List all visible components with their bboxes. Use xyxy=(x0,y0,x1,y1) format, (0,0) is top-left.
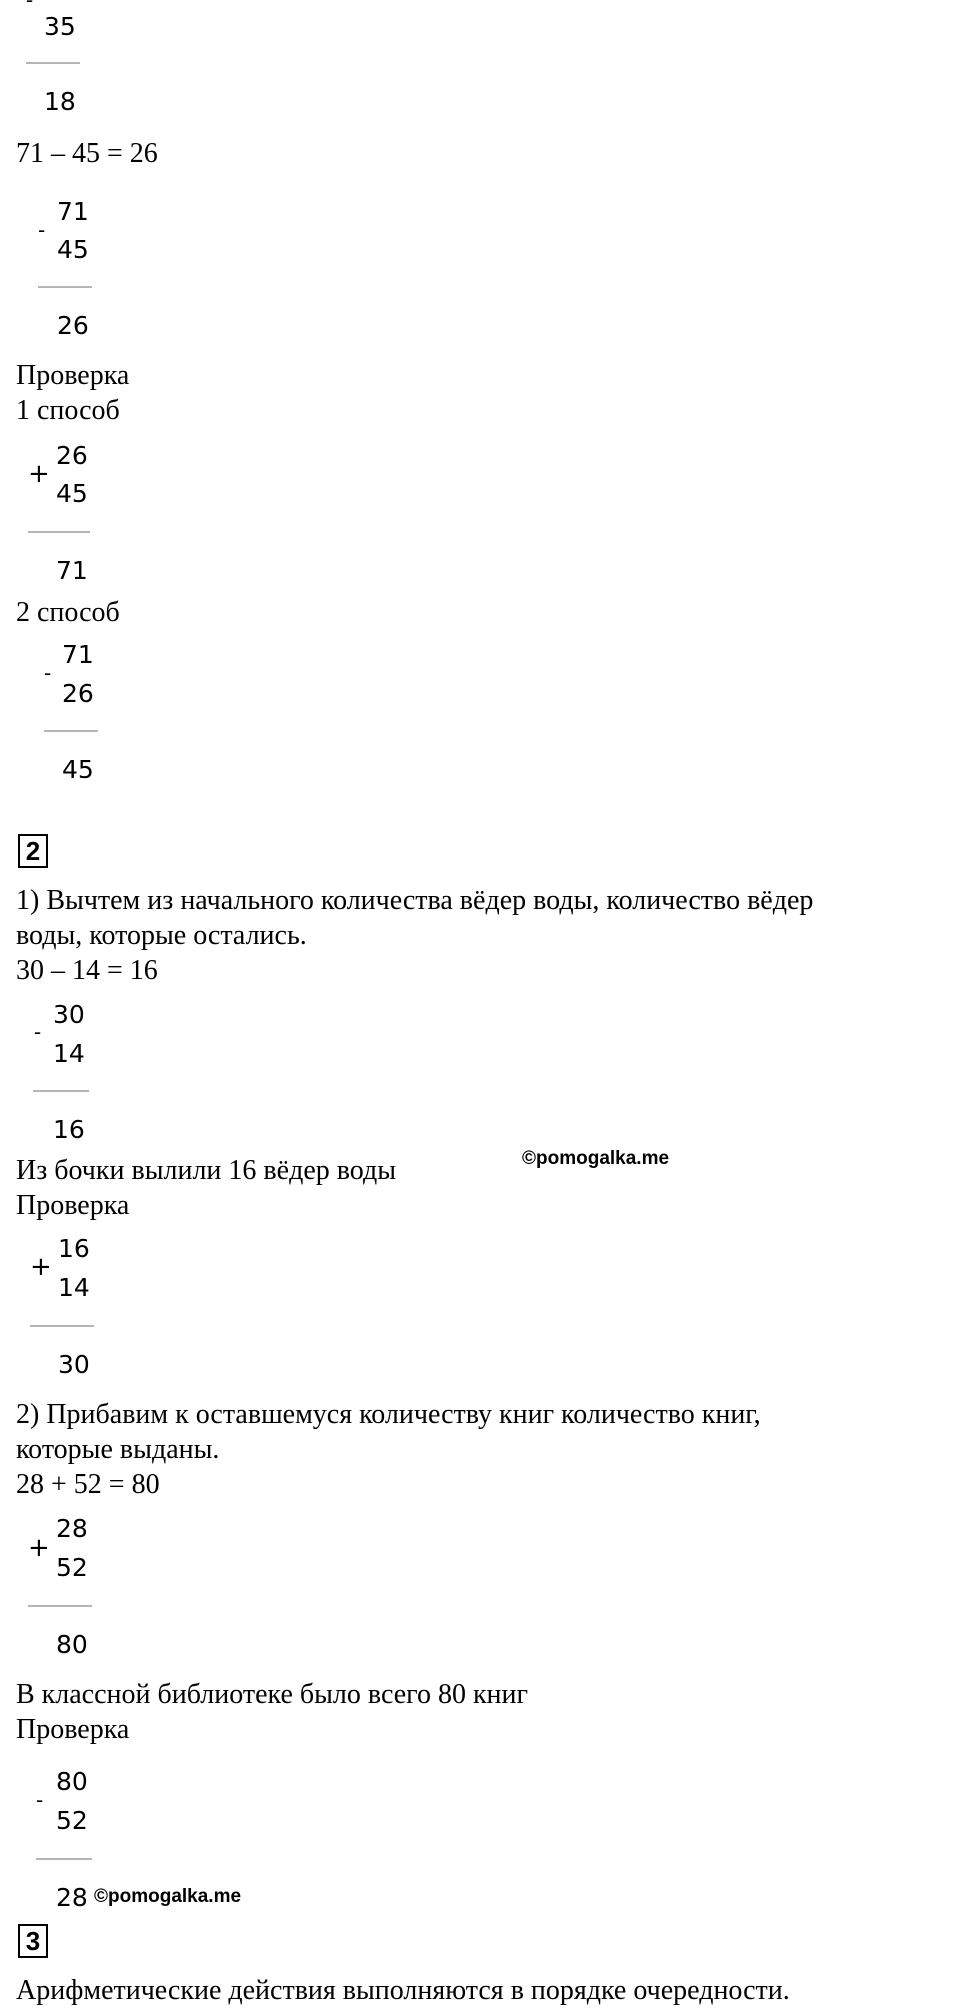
result: 80 xyxy=(56,1630,88,1659)
subtrahend: 52 xyxy=(56,1806,88,1835)
step-2-line-2: которые выданы. xyxy=(16,1434,220,1465)
minus-sign: - xyxy=(38,218,46,242)
minuend: 80 xyxy=(56,1767,88,1796)
result: 18 xyxy=(44,87,76,116)
plus-sign: + xyxy=(28,459,50,489)
minus-sign: - xyxy=(34,1020,42,1044)
result: 71 xyxy=(56,556,88,585)
addend-1: 26 xyxy=(56,441,88,470)
result: 45 xyxy=(62,755,94,784)
task-number-3: 3 xyxy=(18,1924,48,1958)
column-line xyxy=(30,1325,94,1327)
addend-1: 16 xyxy=(58,1234,90,1263)
minuend: 71 xyxy=(57,197,89,226)
addend-1: 28 xyxy=(56,1514,88,1543)
result: 26 xyxy=(57,311,89,340)
column-line xyxy=(33,1090,89,1092)
equation-30-14: 30 – 14 = 16 xyxy=(16,955,158,986)
step-2-line-1: 2) Прибавим к оставшемуся количеству книг количество книг, xyxy=(16,1399,761,1430)
result: 28 xyxy=(56,1883,88,1912)
subtrahend: 14 xyxy=(53,1039,85,1068)
minus-sign: - xyxy=(44,661,52,685)
minuend: 71 xyxy=(62,640,94,669)
answer-2: В классной библиотеке было всего 80 книг xyxy=(16,1679,528,1710)
subtrahend: 26 xyxy=(62,679,94,708)
minus-sign: - xyxy=(36,1788,44,1812)
task-3-line-1: Арифметические действия выполняются в порядке очередности. xyxy=(16,1975,790,2006)
answer-1: Из бочки вылили 16 вёдер воды xyxy=(16,1155,397,1186)
subtrahend: 45 xyxy=(57,235,89,264)
column-line xyxy=(44,730,98,732)
addend-2: 52 xyxy=(56,1553,88,1582)
addend-2: 14 xyxy=(58,1273,90,1302)
method-1-label: 1 способ xyxy=(16,395,120,426)
check-label: Проверка xyxy=(16,1714,130,1745)
watermark: ©pomogalka.me xyxy=(94,1886,242,1907)
equation-71-45: 71 – 45 = 26 xyxy=(16,138,158,169)
minus-sign: - xyxy=(26,0,34,12)
check-label: Проверка xyxy=(16,360,130,391)
plus-sign: + xyxy=(30,1252,52,1282)
column-line xyxy=(28,1605,92,1607)
plus-sign: + xyxy=(28,1533,50,1563)
addend-2: 45 xyxy=(56,479,88,508)
task-number-2: 2 xyxy=(18,834,48,868)
column-line xyxy=(38,286,92,288)
method-2-label: 2 способ xyxy=(16,597,120,628)
step-1-line-2: воды, которые остались. xyxy=(16,920,307,951)
step-1-line-1: 1) Вычтем из начального количества вёдер воды, количество вёдер xyxy=(16,885,814,916)
column-line xyxy=(26,62,80,64)
minuend: 30 xyxy=(53,1000,85,1029)
subtrahend: 35 xyxy=(44,12,76,41)
check-label: Проверка xyxy=(16,1190,130,1221)
result: 30 xyxy=(58,1350,90,1379)
column-line xyxy=(36,1858,92,1860)
result: 16 xyxy=(53,1115,85,1144)
watermark: ©pomogalka.me xyxy=(522,1148,670,1169)
column-line xyxy=(28,531,90,533)
equation-28-52: 28 + 52 = 80 xyxy=(16,1469,160,1500)
